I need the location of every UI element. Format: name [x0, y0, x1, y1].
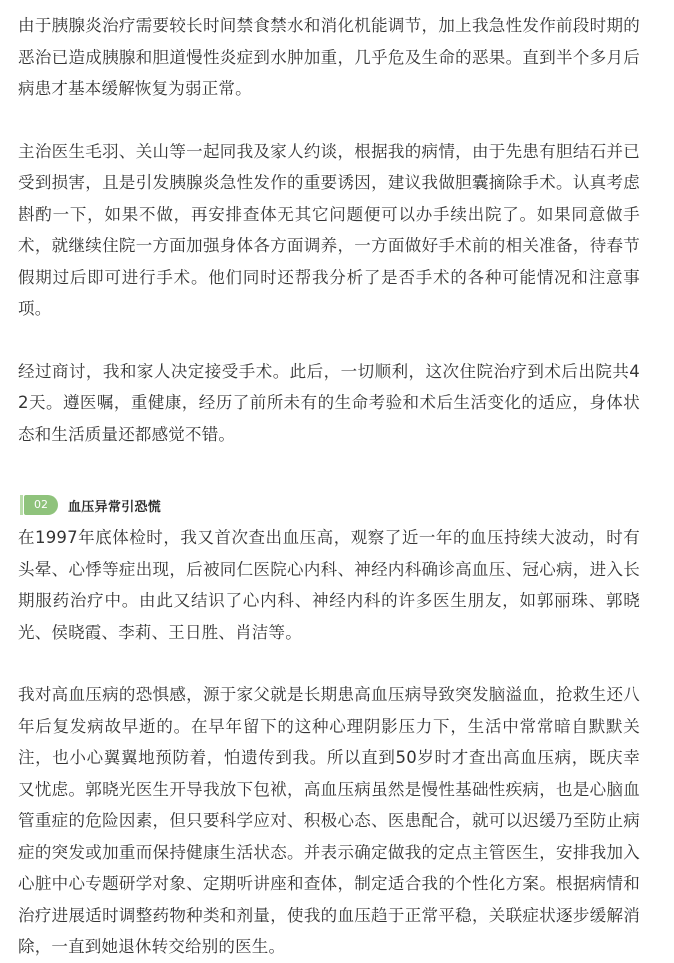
section-title: 血压异常引恐慌: [68, 499, 162, 515]
paragraph-surgery-consultation: 主治医生毛羽、关山等一起同我及家人约谈，根据我的病情，由于先患有胆结石并已受到损害，且是引发胰腺炎急性发作的重要诱因，建议我做胆囊摘除手术。认真考虑斟酌一下，如果不做，再安排查体无其它问题便可以办手续出院了。如果同意做手术，就继续住院一方面加强身体各方面调养，一方面做好手术前的相关准备，待春节假期过后即可进行手术。他们同时还帮我分析了是否手术的各种可能情况和注意事项。: [18, 141, 640, 318]
paragraph-hypertension-diagnosis: 在1997年底体检时，我又首次查出血压高，观察了近一年的血压持续大波动，时有头晕、心悸等症出现，后被同仁医院心内科、神经内科确诊高血压、冠心病，进入长期服药治疗中。由此又结识了心内科、神经内科的许多医生朋友，如郭丽珠、郭晓光、侯晓霞、李莉、王日胜、肖洁等。: [18, 528, 640, 642]
paragraph-hypertension-fear: 我对高血压病的恐惧感，源于家父就是长期患高血压病导致突发脑溢血，抢救生还八年后复发病故早逝的。在早年留下的这种心理阴影压力下，生活中常常暗自默默关注，也小心翼翼地预防着，怕遗传到我。所以直到50岁时才查出高血压病，既庆幸又忧虑。郭晓光医生开导我放下包袱，高血压病虽然是慢性基础性疾病，也是心脑血管重症的危险因素，但只要科学应对、积极心态、医患配合，就可以迟缓乃至防止病症的突发或加重而保持健康生活状态。并表示确定做我的定点主管医生，安排我加入心脏中心专题研学对象、定期听讲座和查体，制定适合我的个性化方案。根据病情和治疗进展适时调整药物种类和剂量，使我的血压趋于正常平稳，关联症状逐步缓解消除，一直到她退休转交给别的医生。: [18, 685, 640, 956]
paragraph-spacer: [18, 325, 640, 356]
paragraph-spacer: [18, 105, 640, 136]
paragraph-pancreatitis-recovery: 由于胰腺炎治疗需要较长时间禁食禁水和消化机能调节，加上我急性发作前段时期的恶治已造成胰腺和胆道慢性炎症到水肿加重，几乎危及生命的恶果。直到半个多月后病患才基本缓解恢复为弱正常。: [18, 16, 640, 98]
paragraph-spacer: [18, 648, 640, 679]
section-number-badge: 02: [24, 495, 58, 515]
paragraph-surgery-decision: 经过商讨，我和家人决定接受手术。此后，一切顺利，这次住院治疗到术后出院共42天。遵医嘱，重健康，经历了前所未有的生命考验和术后生活变化的适应，身体状态和生活质量还都感觉不错。: [18, 361, 640, 444]
section-heading: [24, 492, 640, 518]
